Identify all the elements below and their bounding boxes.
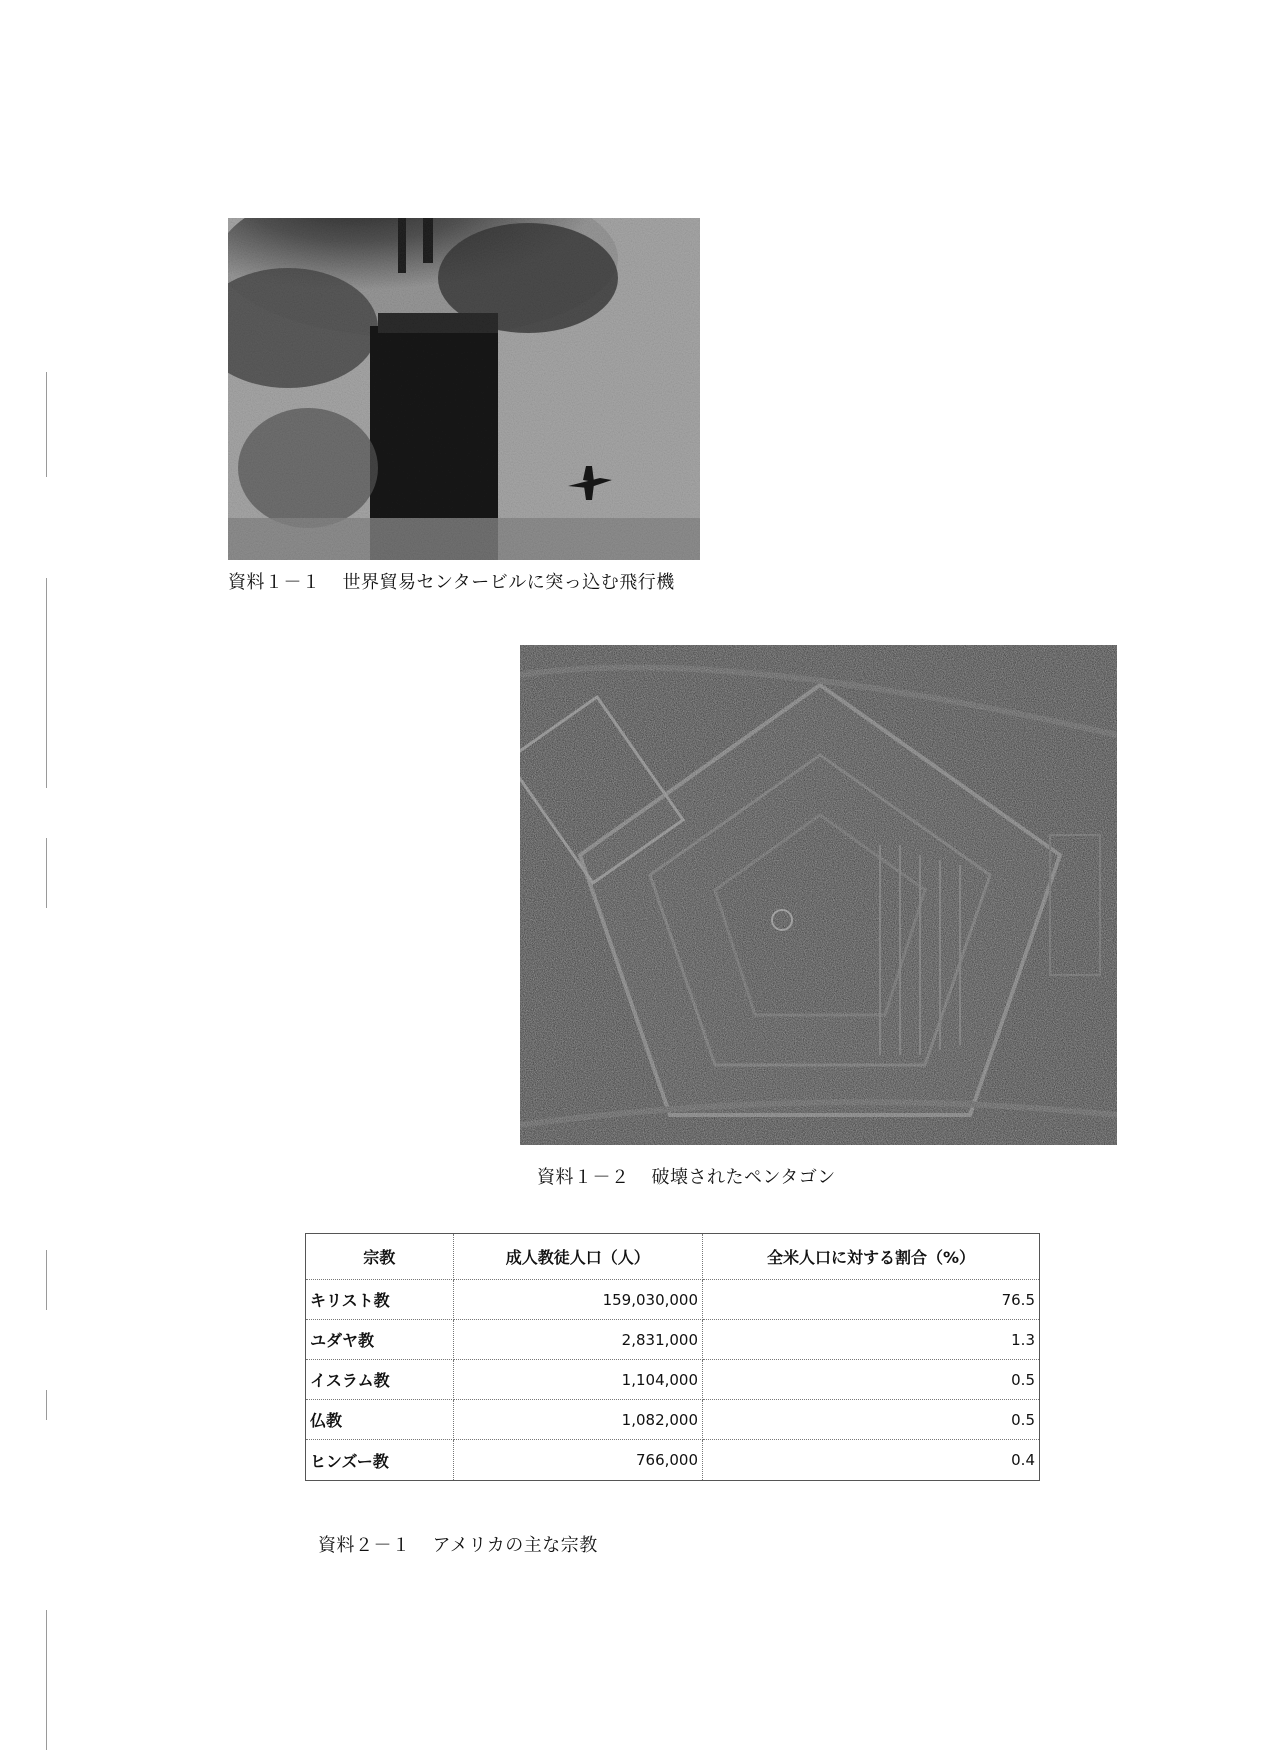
table-row xyxy=(306,1400,1039,1440)
header-population: 成人教徒人口（人） xyxy=(454,1234,703,1280)
table-row xyxy=(306,1280,1039,1320)
percent-value: 0.4 xyxy=(1011,1451,1035,1469)
population-value: 766,000 xyxy=(454,1440,703,1480)
religion-table xyxy=(305,1233,1040,1481)
religion-name: キリスト教 xyxy=(306,1280,454,1320)
percent-value: 0.5 xyxy=(703,1360,1039,1400)
table-row xyxy=(306,1440,1039,1480)
scan-artifact xyxy=(46,372,47,477)
figure-1-2-caption xyxy=(537,1163,836,1189)
caption-number: 資料２－１ xyxy=(318,1535,411,1556)
caption-number: 資料１－２ xyxy=(537,1167,630,1188)
scan-artifact xyxy=(46,1250,47,1310)
population-value: 1,104,000 xyxy=(454,1360,703,1400)
religion-name: ヒンズー教 xyxy=(306,1440,454,1480)
scan-artifact xyxy=(46,1390,47,1420)
percent-value: 1.3 xyxy=(703,1320,1039,1360)
scan-artifact xyxy=(46,578,47,788)
religion-name: イスラム教 xyxy=(306,1360,454,1400)
pentagon-photo xyxy=(520,645,1117,1145)
population-value: 1,082,000 xyxy=(454,1400,703,1440)
header-percent: 全米人口に対する割合（%） xyxy=(703,1234,1039,1280)
table-row xyxy=(306,1320,1039,1360)
table-2-1-caption xyxy=(318,1531,598,1557)
scan-artifact xyxy=(46,1610,47,1750)
percent-value: 0.5 xyxy=(703,1400,1039,1440)
caption-number: 資料１－１ xyxy=(228,572,321,593)
header-religion: 宗教 xyxy=(306,1234,454,1280)
figure-1-1-caption xyxy=(228,568,675,594)
table-row xyxy=(306,1360,1039,1400)
percent-value: 76.5 xyxy=(703,1280,1039,1320)
scan-artifact xyxy=(46,838,47,908)
caption-text: アメリカの主な宗教 xyxy=(432,1535,598,1556)
religion-name: 仏教 xyxy=(306,1400,454,1440)
population-value: 159,030,000 xyxy=(454,1280,703,1320)
caption-text: 破壊されたペンタゴン xyxy=(651,1167,836,1188)
table-header-row xyxy=(306,1234,1039,1280)
caption-text: 世界貿易センタービルに突っ込む飛行機 xyxy=(342,572,675,593)
religion-name: ユダヤ教 xyxy=(306,1320,454,1360)
population-value: 2,831,000 xyxy=(454,1320,703,1360)
wtc-photo xyxy=(228,218,700,560)
